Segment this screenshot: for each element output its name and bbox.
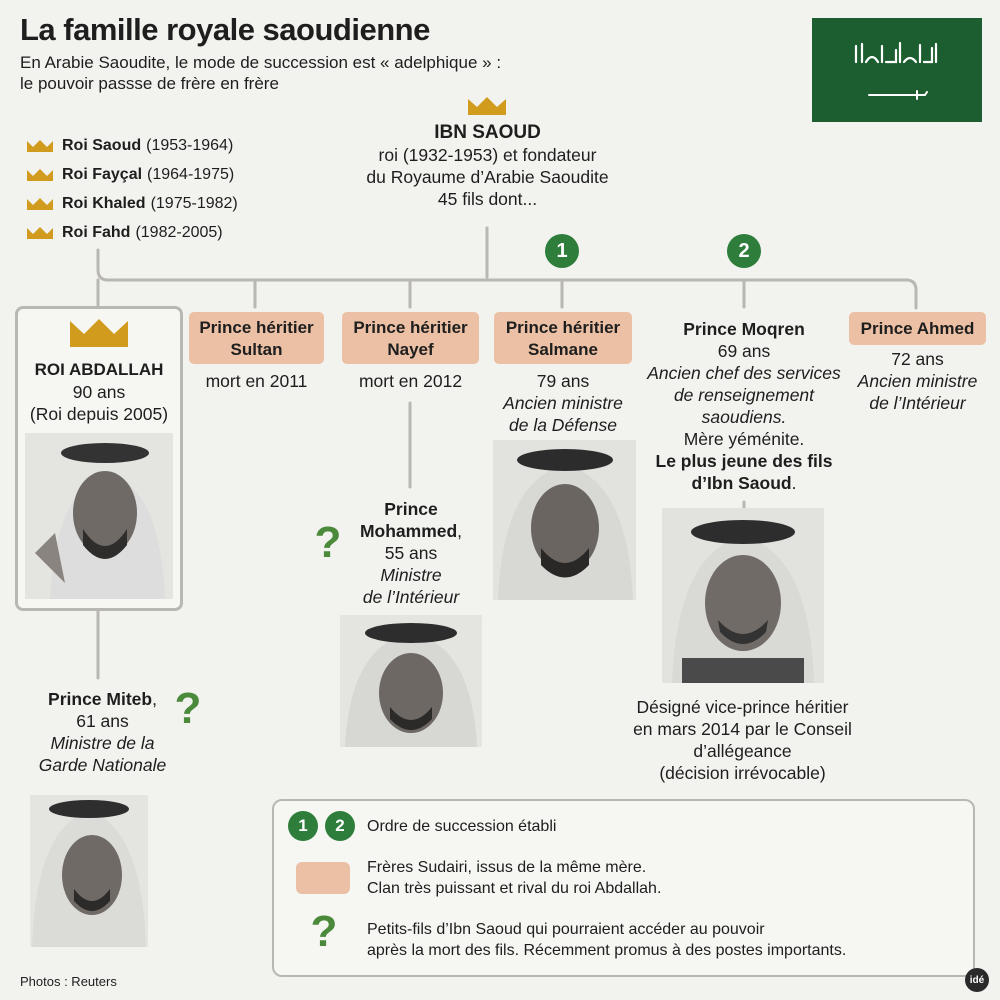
- legend-sudairi-swatch: [296, 862, 350, 894]
- previous-kings-list: [26, 131, 238, 247]
- prince-ahmed-label: Prince Ahmed: [849, 312, 986, 345]
- king-abdallah-card: [15, 306, 183, 611]
- prince-salmane-label: Prince héritier Salmane: [494, 312, 632, 364]
- king-since: (Roi depuis 2005): [29, 404, 169, 424]
- moqren-name: Prince Moqren: [683, 319, 805, 339]
- founder-name: IBN SAOUD: [434, 122, 541, 143]
- reign-name: Roi Saoud: [62, 136, 142, 154]
- subtitle: En Arabie Saoudite, le mode de succession est « adelphique » : le pouvoir passse de frère en frère: [20, 53, 502, 93]
- prince-moqren-details: Prince Moqren 69 ans Ancien chef des services de renseignement saoudiens. Mère yéménite. Le plus jeune des fils d’Ibn Saoud.: [634, 318, 854, 494]
- legend-badge-1: 1: [288, 811, 318, 841]
- succession-order-1-badge: 1: [545, 234, 579, 268]
- legend-badge-2: 2: [325, 811, 355, 841]
- prince-mohammed-photo: [340, 615, 482, 747]
- question-mark-icon: ?: [174, 684, 202, 733]
- founder-crown-icon: [467, 96, 507, 116]
- question-mark-icon: ?: [314, 518, 342, 567]
- moqren-designation: Désigné vice-prince héritier en mars 2014 par le Conseil d’allégeance (décision irrévocable): [633, 697, 852, 783]
- crown-icon: [26, 197, 54, 211]
- crown-icon: [26, 168, 54, 182]
- reign-row: [26, 189, 238, 218]
- shahada-script-icon: [852, 40, 942, 66]
- prince-nayef-label: Prince héritier Nayef: [342, 312, 479, 364]
- prince-miteb-photo: [30, 795, 148, 947]
- legend-sudairi-text: Frères Sudairi, issus de la même mère. Clan très puissant et rival du roi Abdallah.: [367, 859, 662, 897]
- saudi-flag: [812, 18, 982, 122]
- prince-salmane-photo: [493, 440, 636, 600]
- prince-moqren-photo: [662, 508, 824, 683]
- legend-grandsons-text: Petits-fils d’Ibn Saoud qui pourraient accéder au pouvoir après la mort des fils. Récemment promus à des postes importants.: [367, 921, 847, 959]
- miteb-name: Prince Miteb: [48, 689, 153, 709]
- sword-icon: [867, 88, 929, 102]
- prince-sultan-label: Prince héritier Sultan: [189, 312, 324, 364]
- king-crown-icon: [68, 317, 130, 349]
- reign-years: (1964-1975): [147, 165, 235, 183]
- founder-ibn-saoud: IBN SAOUD roi (1932-1953) et fondateur du Royaume d’Arabie Saoudite 45 fils dont...: [330, 122, 645, 210]
- prince-miteb-details: Prince Miteb, 61 ans Ministre de la Garde Nationale: [38, 689, 167, 775]
- prince-sultan-note: mort en 2011: [205, 371, 308, 391]
- legend-question-mark-icon: ?: [310, 907, 338, 956]
- prince-ahmed-details: 72 ans Ancien ministre de l’Intérieur: [857, 349, 978, 413]
- prince-nayef-note: mort en 2012: [358, 371, 463, 391]
- reign-name: Roi Fayçal: [62, 165, 143, 183]
- reign-years: (1953-1964): [146, 136, 234, 154]
- reign-years: (1982-2005): [135, 223, 223, 241]
- legend-order-text: Ordre de succession établi: [367, 818, 557, 835]
- crown-icon: [26, 139, 54, 153]
- prince-salmane-details: 79 ans Ancien ministre de la Défense: [503, 371, 623, 435]
- reign-row: [26, 160, 238, 189]
- ide-logo: idé: [965, 968, 989, 992]
- legend-panel: [272, 799, 975, 977]
- crown-icon: [26, 226, 54, 240]
- page-title: La famille royale saoudienne: [20, 12, 430, 47]
- prince-mohammed-details: Prince Mohammed, 55 ans Ministre de l’Intérieur: [359, 499, 463, 607]
- reign-name: Roi Fahd: [62, 223, 131, 241]
- sons-branch: [98, 250, 916, 308]
- reign-name: Roi Khaled: [62, 194, 146, 212]
- reign-row: [26, 218, 238, 247]
- photo-credit: Photos : Reuters: [20, 974, 117, 989]
- reign-years: (1975-1982): [150, 194, 238, 212]
- reign-row: [26, 131, 238, 160]
- king-abdallah-photo: [25, 433, 173, 599]
- succession-order-2-badge: 2: [727, 234, 761, 268]
- king-name: ROI ABDALLAH: [34, 360, 164, 379]
- king-age: 90 ans: [72, 382, 126, 402]
